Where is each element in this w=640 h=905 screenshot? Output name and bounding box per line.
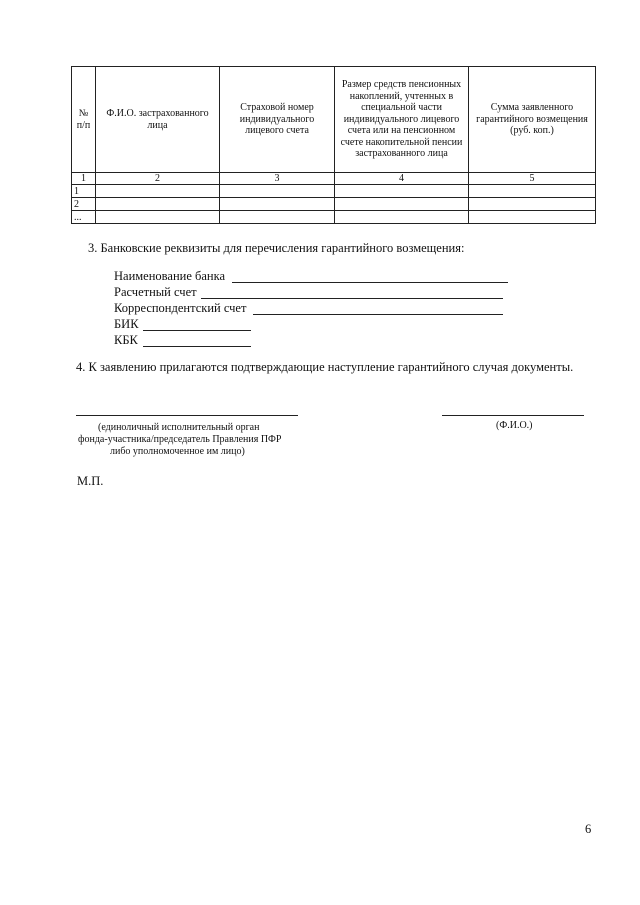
table-row <box>72 211 596 224</box>
signature-caption-line-3: либо уполномоченное им лицо) <box>110 446 245 457</box>
table-cell <box>335 211 469 224</box>
kbk-label: КБК <box>114 333 138 347</box>
column-number-row <box>72 173 596 185</box>
signature-line-left[interactable] <box>76 415 298 416</box>
table-cell <box>469 198 596 211</box>
bank-name-label: Наименование банка <box>114 269 226 283</box>
table-cell <box>469 211 596 224</box>
row-marker: 1 <box>72 185 96 198</box>
signature-line-right[interactable] <box>442 415 584 416</box>
column-number: 2 <box>96 173 220 185</box>
header-pension-savings: Размер средств пенсионных накоплений, учтенных в специальной части индивидуального лицевого счета или на пенсионном счете накопительной пенсии застрахованного лица <box>335 67 469 173</box>
table-cell <box>335 185 469 198</box>
column-number: 1 <box>72 173 96 185</box>
row-marker: 2 <box>72 198 96 211</box>
page-number: 6 <box>585 822 592 836</box>
table-cell <box>220 211 335 224</box>
bik-label: БИК <box>114 317 139 331</box>
settlement-account-label: Расчетный счет <box>114 285 197 299</box>
table-cell <box>96 211 220 224</box>
table-cell <box>220 185 335 198</box>
full-name-caption: (Ф.И.О.) <box>496 420 533 431</box>
header-snils: Страховой номер индивидуального лицевого счета <box>220 67 335 173</box>
correspondent-account-label: Корреспондентский счет <box>114 301 247 315</box>
insured-persons-table <box>71 66 596 224</box>
bank-name-line[interactable] <box>232 282 508 283</box>
table-cell <box>96 198 220 211</box>
section-4-title: 4. К заявлению прилагаются подтверждающие наступление гарантийного случая документы. <box>76 360 574 374</box>
bik-line[interactable] <box>143 330 251 331</box>
column-number: 4 <box>335 173 469 185</box>
table-header-row <box>72 67 596 173</box>
correspondent-account-line[interactable] <box>253 314 503 315</box>
header-full-name: Ф.И.О. застрахованного лица <box>96 67 220 173</box>
header-number: № п/п <box>72 67 96 173</box>
table-cell <box>220 198 335 211</box>
table-row <box>72 185 596 198</box>
column-number: 3 <box>220 173 335 185</box>
row-marker: ... <box>72 211 96 224</box>
header-claimed-amount: Сумма заявленного гарантийного возмещения (руб. коп.) <box>469 67 596 173</box>
stamp-mark: М.П. <box>77 474 104 488</box>
column-number: 5 <box>469 173 596 185</box>
section-3-title: 3. Банковские реквизиты для перечисления гарантийного возмещения: <box>88 241 465 255</box>
table-cell <box>96 185 220 198</box>
signature-caption-line-2: фонда-участника/председатель Правления ПФР <box>78 434 282 445</box>
table-row <box>72 198 596 211</box>
table-cell <box>335 198 469 211</box>
signature-caption-line-1: (единоличный исполнительный орган <box>98 422 260 433</box>
kbk-line[interactable] <box>143 346 251 347</box>
table-cell <box>469 185 596 198</box>
settlement-account-line[interactable] <box>201 298 503 299</box>
